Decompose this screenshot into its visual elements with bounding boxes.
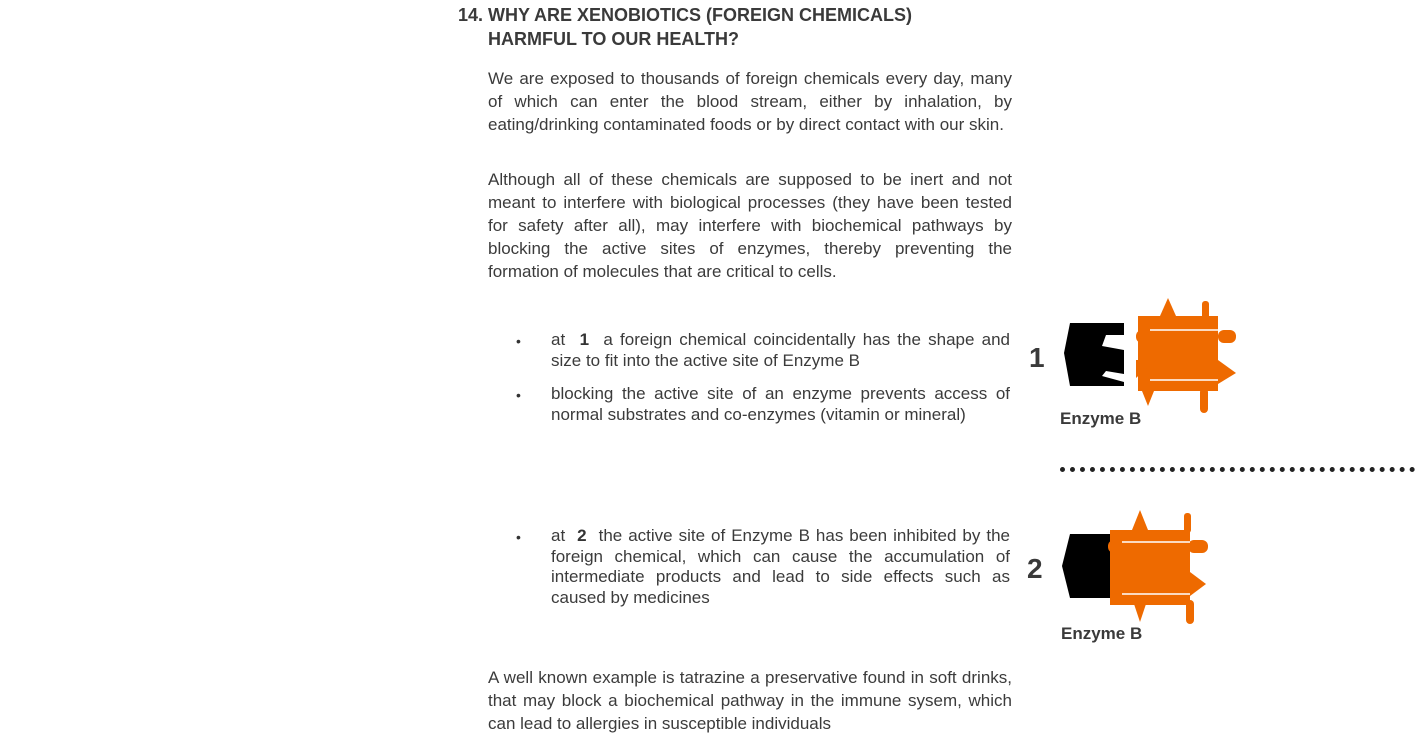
- bullet-marker: •: [516, 333, 521, 349]
- bullet-item: [551, 526, 1010, 608]
- bullet-marker: •: [516, 529, 521, 545]
- bullet-prefix: at: [551, 526, 566, 545]
- bullet-item: blocking the active site of an enzyme prevents access of normal substrates and co-enzymes (vitamin or mineral): [551, 384, 1010, 424]
- figure-2-label: Enzyme B: [1061, 624, 1143, 643]
- bullet-body: the active site of Enzyme B has been inhibited by the foreign chemical, which can cause the accumulation of intermediate products and lead to side effects such as caused by medicines: [551, 526, 1010, 607]
- section-title-line2: HARMFUL TO OUR HEALTH?: [488, 29, 739, 49]
- paragraph-interference: Although all of these chemicals are supposed to be inert and not meant to interfere with biological processes (they have been tested for safety after all), may interfere with biochemical pathways by blocking the active sites of enzymes, thereby preventing the formation of molecules that are critical to cells.: [488, 170, 1012, 281]
- bullet-marker-number: 2: [577, 526, 587, 545]
- paragraph-example: A well known example is tatrazine a preservative found in soft drinks, that may block a biochemical pathway in the immune sysem, which can lead to allergies in susceptible individuals: [488, 668, 1012, 733]
- foreign-chemical-shape: [1136, 298, 1236, 413]
- foreign-chemical-shape: [1108, 510, 1208, 624]
- figure-1-number: 1: [1029, 342, 1045, 373]
- bullet-body: a foreign chemical coincidentally has the shape and size to fit into the active site of Enzyme B: [551, 330, 1010, 370]
- enzyme-inhibitor-diagram-2: [1060, 510, 1210, 628]
- enzyme-b-shape: [1064, 323, 1124, 386]
- section-title-line1: WHY ARE XENOBIOTICS (FOREIGN CHEMICALS): [488, 5, 913, 25]
- enzyme-inhibitor-diagram-1: [1060, 298, 1240, 416]
- figure-2-number: 2: [1027, 553, 1043, 584]
- figure-1-label: Enzyme B: [1060, 409, 1142, 428]
- figure-divider: [1060, 467, 1415, 472]
- bullet-marker: •: [516, 387, 521, 403]
- section-number: 14.: [458, 5, 484, 25]
- bullet-item: [551, 330, 1010, 371]
- bullet-prefix: at: [551, 330, 566, 349]
- paragraph-exposure: We are exposed to thousands of foreign chemicals every day, many of which can enter the blood stream, either by inhalation, by eating/drinking contaminated foods or by direct contact with our skin.: [488, 69, 1012, 134]
- bullet-marker-number: 1: [579, 330, 590, 349]
